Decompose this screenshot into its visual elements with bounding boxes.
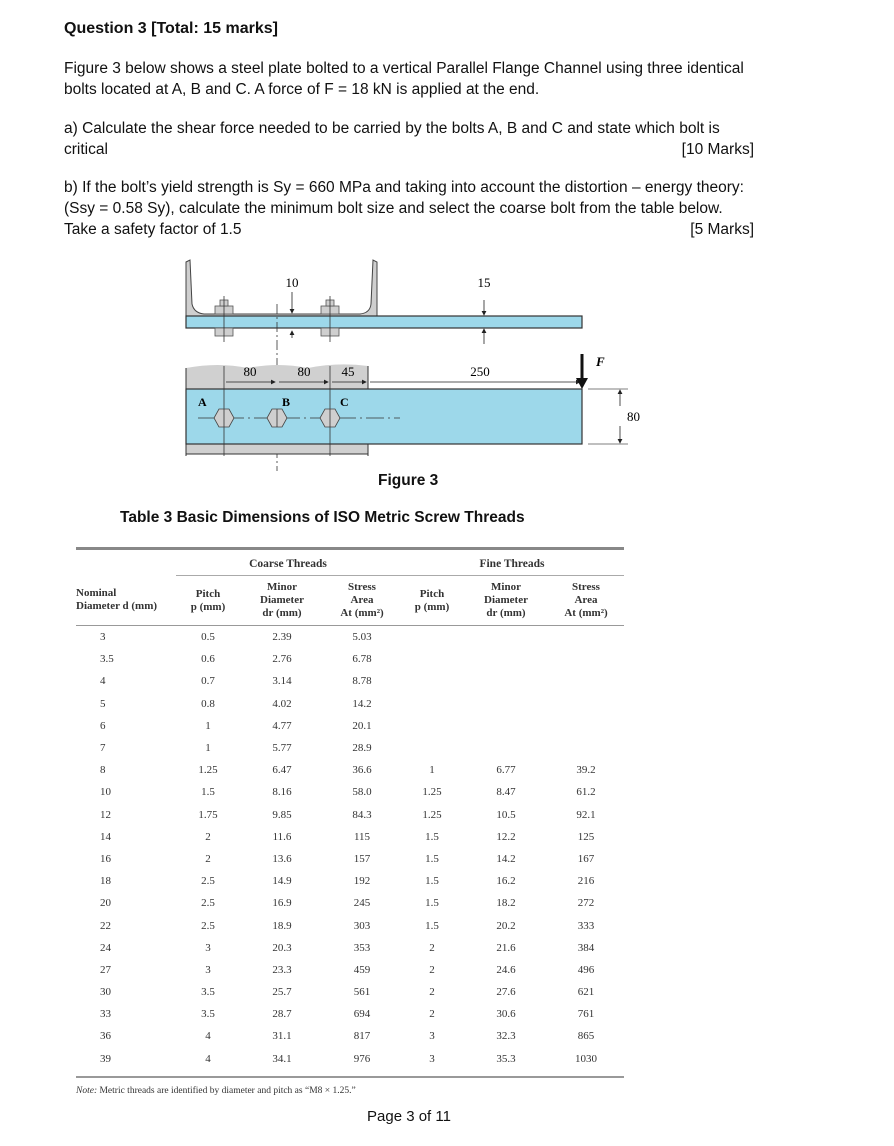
table-row bbox=[76, 804, 624, 826]
table-cell: 2 bbox=[429, 941, 435, 954]
table-cell: 20.1 bbox=[352, 719, 372, 732]
table-cell: 3.5 bbox=[201, 1008, 215, 1021]
table-cell: 27 bbox=[100, 963, 111, 976]
label-bolt-a: A bbox=[198, 395, 207, 409]
part-b bbox=[64, 177, 754, 240]
header-fine-stress: Stress Area At (mm²) bbox=[564, 581, 608, 619]
header-fine-pitch: Pitch p (mm) bbox=[414, 587, 450, 613]
figure-3-diagram bbox=[178, 256, 678, 471]
page-number: Page 3 of 11 bbox=[367, 1108, 451, 1125]
dim-edge-force: 250 bbox=[470, 364, 490, 379]
table-row bbox=[76, 648, 624, 670]
table-cell: 272 bbox=[577, 897, 595, 910]
table-body bbox=[76, 626, 624, 1070]
table-cell: 5 bbox=[100, 697, 106, 710]
label-force: F bbox=[596, 354, 605, 369]
table-cell: 4.02 bbox=[272, 697, 292, 710]
table-cell: 3.5 bbox=[201, 986, 215, 999]
header-coarse-pitch: Pitch p (mm) bbox=[190, 587, 226, 613]
table-cell: 1030 bbox=[575, 1052, 597, 1065]
table-cell: 2 bbox=[205, 852, 211, 865]
table-cell: 1.5 bbox=[425, 830, 439, 843]
table-cell: 1.5 bbox=[425, 919, 439, 932]
table-cell: 3 bbox=[205, 963, 211, 976]
table-cell: 20 bbox=[100, 897, 111, 910]
table-cell: 6.47 bbox=[272, 764, 292, 777]
table-cell: 18.2 bbox=[496, 897, 516, 910]
question-title: Question 3 [Total: 15 marks] bbox=[64, 20, 278, 37]
table-cell: 14.2 bbox=[352, 697, 372, 710]
table-cell bbox=[400, 648, 464, 670]
table-cell: 11.6 bbox=[272, 830, 292, 843]
table-cell: 561 bbox=[353, 986, 371, 999]
table-cell bbox=[400, 737, 464, 759]
table-cell bbox=[464, 715, 548, 737]
table-cell: 2.5 bbox=[201, 919, 215, 932]
thread-table bbox=[76, 547, 624, 1096]
table-cell: 167 bbox=[577, 852, 595, 865]
dim-c-edge: 45 bbox=[341, 364, 355, 379]
table-row bbox=[76, 781, 624, 803]
table-cell: 8.78 bbox=[352, 675, 372, 688]
table-cell: 61.2 bbox=[576, 786, 596, 799]
table-cell: 3 bbox=[429, 1030, 435, 1043]
table-cell: 2.5 bbox=[201, 875, 215, 888]
table-note: Note: Metric threads are identified by diameter and pitch as “M8 × 1.25.” bbox=[76, 1085, 356, 1096]
table-cell: 35.3 bbox=[496, 1052, 516, 1065]
part-a-text: a) Calculate the shear force needed to be carried by the bolts A, B and C and state which bolt is critical bbox=[64, 120, 720, 158]
table-cell: 16.2 bbox=[496, 875, 516, 888]
header-coarse-stress: Stress Area At (mm²) bbox=[340, 581, 384, 619]
table-cell: 3 bbox=[429, 1052, 435, 1065]
table-cell: 216 bbox=[577, 875, 595, 888]
table-cell: 27.6 bbox=[496, 986, 516, 999]
table-cell: 20.2 bbox=[496, 919, 516, 932]
table-cell: 245 bbox=[353, 897, 371, 910]
table-cell: 25.7 bbox=[272, 986, 292, 999]
table-row bbox=[76, 959, 624, 981]
table-cell: 3.14 bbox=[272, 675, 292, 688]
table-row bbox=[76, 1048, 624, 1070]
table-cell: 13.6 bbox=[272, 852, 292, 865]
table-cell: 6 bbox=[100, 719, 106, 732]
table-cell: 20.3 bbox=[272, 941, 292, 954]
table-cell: 621 bbox=[577, 986, 595, 999]
dim-b-c: 80 bbox=[297, 364, 311, 379]
table-cell: 5.03 bbox=[352, 631, 372, 644]
dim-channel-thickness: 10 bbox=[285, 275, 299, 290]
table-cell: 1.25 bbox=[198, 764, 218, 777]
table-cell: 8.16 bbox=[272, 786, 292, 799]
table-cell: 28.9 bbox=[352, 742, 372, 755]
table-cell: 4 bbox=[100, 675, 106, 688]
table-cell: 32.3 bbox=[496, 1030, 516, 1043]
table-cell bbox=[464, 693, 548, 715]
table-cell: 2 bbox=[205, 830, 211, 843]
table-cell: 18.9 bbox=[272, 919, 292, 932]
table-cell bbox=[548, 693, 624, 715]
plate-front-view bbox=[186, 389, 582, 444]
table-cell: 24.6 bbox=[496, 963, 516, 976]
table-row bbox=[76, 693, 624, 715]
table-cell: 28.7 bbox=[272, 1008, 292, 1021]
table-cell: 459 bbox=[353, 963, 371, 976]
table-cell: 33 bbox=[100, 1008, 111, 1021]
table-cell: 21.6 bbox=[496, 941, 516, 954]
table-cell: 58.0 bbox=[352, 786, 372, 799]
table-row bbox=[76, 981, 624, 1003]
table-cell bbox=[464, 737, 548, 759]
table-cell: 1.25 bbox=[422, 786, 442, 799]
table-cell: 2.5 bbox=[201, 897, 215, 910]
table-cell: 14.9 bbox=[272, 875, 292, 888]
header-fine-minor: Minor Diameter dr (mm) bbox=[484, 581, 528, 619]
label-bolt-b: B bbox=[282, 395, 291, 409]
dim-plate-height: 80 bbox=[627, 409, 640, 424]
table-cell: 3 bbox=[205, 941, 211, 954]
table-cell: 333 bbox=[577, 919, 595, 932]
table-cell: 18 bbox=[100, 875, 111, 888]
table-cell bbox=[464, 670, 548, 692]
table-cell: 865 bbox=[577, 1030, 595, 1043]
table-row bbox=[76, 937, 624, 959]
table-cell: 9.85 bbox=[272, 808, 292, 821]
table-cell: 7 bbox=[100, 742, 106, 755]
table-cell: 1 bbox=[429, 764, 435, 777]
table-cell: 4 bbox=[205, 1030, 211, 1043]
table-cell: 976 bbox=[353, 1052, 371, 1065]
table-cell: 14 bbox=[100, 830, 111, 843]
part-b-marks: [5 Marks] bbox=[690, 221, 754, 238]
table-cell bbox=[400, 626, 464, 648]
table-cell: 2 bbox=[429, 986, 435, 999]
table-row bbox=[76, 1003, 624, 1025]
table-row bbox=[76, 826, 624, 848]
table-cell: 23.3 bbox=[272, 963, 292, 976]
table-cell bbox=[548, 670, 624, 692]
group-fine-threads: Fine Threads bbox=[400, 550, 624, 576]
table-cell bbox=[548, 737, 624, 759]
table-cell: 115 bbox=[353, 830, 371, 843]
table-cell: 1.25 bbox=[422, 808, 442, 821]
table-row bbox=[76, 892, 624, 914]
table-title: Table 3 Basic Dimensions of ISO Metric Screw Threads bbox=[120, 509, 525, 526]
table-cell bbox=[548, 648, 624, 670]
table-cell: 817 bbox=[353, 1030, 371, 1043]
table-row bbox=[76, 870, 624, 892]
table-cell: 125 bbox=[577, 830, 595, 843]
table-cell: 12.2 bbox=[496, 830, 516, 843]
table-cell: 694 bbox=[353, 1008, 371, 1021]
table-cell: 2 bbox=[429, 1008, 435, 1021]
table-cell: 0.7 bbox=[201, 675, 215, 688]
table-cell: 24 bbox=[100, 941, 111, 954]
table-cell: 0.6 bbox=[201, 653, 215, 666]
table-row bbox=[76, 670, 624, 692]
table-row bbox=[76, 737, 624, 759]
table-cell bbox=[548, 626, 624, 648]
table-cell: 496 bbox=[577, 963, 595, 976]
table-cell: 30 bbox=[100, 986, 111, 999]
group-coarse-threads: Coarse Threads bbox=[176, 550, 400, 576]
question-intro: Figure 3 below shows a steel plate bolted to a vertical Parallel Flange Channel using three identical bolts located at A, B and C. A force of F = 18 kN is applied at the end. bbox=[64, 60, 744, 98]
header-nominal: Nominal Diameter d (mm) bbox=[76, 587, 158, 613]
table-cell: 1 bbox=[205, 742, 211, 755]
table-cell bbox=[548, 715, 624, 737]
table-cell bbox=[464, 648, 548, 670]
table-cell: 14.2 bbox=[496, 852, 516, 865]
part-b-text: b) If the bolt’s yield strength is Sy = 660 MPa and taking into account the distortion – energy theory: (Ssy = 0.58 Sy), calculate the minimum bolt size and select the coarse bolt from the table below. Take a safety factor of 1.5 bbox=[64, 179, 744, 238]
table-cell: 92.1 bbox=[576, 808, 596, 821]
table-cell: 2.39 bbox=[272, 631, 292, 644]
table-cell: 3.5 bbox=[100, 653, 114, 666]
table-cell: 30.6 bbox=[496, 1008, 516, 1021]
dim-a-b: 80 bbox=[243, 364, 257, 379]
table-cell: 0.8 bbox=[201, 697, 215, 710]
label-bolt-c: C bbox=[340, 395, 349, 409]
table-cell: 39.2 bbox=[576, 764, 596, 777]
table-cell: 2 bbox=[429, 963, 435, 976]
table-cell: 34.1 bbox=[272, 1052, 292, 1065]
table-cell: 2.76 bbox=[272, 653, 292, 666]
part-a bbox=[64, 118, 754, 160]
table-cell: 1 bbox=[205, 719, 211, 732]
force-arrow bbox=[576, 354, 588, 389]
table-cell: 0.5 bbox=[201, 631, 215, 644]
table-cell: 10.5 bbox=[496, 808, 516, 821]
table-cell: 1.75 bbox=[198, 808, 218, 821]
table-cell: 39 bbox=[100, 1052, 111, 1065]
table-row bbox=[76, 759, 624, 781]
dim-plate-thickness: 15 bbox=[477, 275, 491, 290]
table-row bbox=[76, 914, 624, 936]
table-cell: 31.1 bbox=[272, 1030, 292, 1043]
table-cell: 6.78 bbox=[352, 653, 372, 666]
table-cell: 1.5 bbox=[201, 786, 215, 799]
table-cell: 12 bbox=[100, 808, 111, 821]
table-cell: 1.5 bbox=[425, 897, 439, 910]
table-cell: 157 bbox=[353, 852, 371, 865]
table-cell: 384 bbox=[577, 941, 595, 954]
table-cell: 303 bbox=[353, 919, 371, 932]
table-cell: 22 bbox=[100, 919, 111, 932]
table-cell: 5.77 bbox=[272, 742, 292, 755]
plate-top-view bbox=[186, 316, 582, 328]
table-row bbox=[76, 626, 624, 648]
table-cell: 353 bbox=[353, 941, 371, 954]
table-cell: 4.77 bbox=[272, 719, 292, 732]
table-row bbox=[76, 1025, 624, 1047]
part-a-marks: [10 Marks] bbox=[681, 141, 754, 158]
table-row bbox=[76, 715, 624, 737]
table-cell: 10 bbox=[100, 786, 111, 799]
table-cell: 8.47 bbox=[496, 786, 516, 799]
table-cell: 6.77 bbox=[496, 764, 516, 777]
figure-caption: Figure 3 bbox=[378, 472, 439, 489]
table-cell: 16.9 bbox=[272, 897, 292, 910]
table-cell: 36 bbox=[100, 1030, 111, 1043]
table-cell bbox=[464, 626, 548, 648]
table-cell bbox=[400, 715, 464, 737]
table-cell: 761 bbox=[577, 1008, 595, 1021]
table-cell bbox=[400, 670, 464, 692]
table-cell: 16 bbox=[100, 852, 111, 865]
table-cell: 84.3 bbox=[352, 808, 372, 821]
table-cell: 3 bbox=[100, 631, 106, 644]
table-cell: 36.6 bbox=[352, 764, 372, 777]
table-cell: 192 bbox=[353, 875, 371, 888]
table-cell: 4 bbox=[205, 1052, 211, 1065]
table-cell: 1.5 bbox=[425, 852, 439, 865]
table-cell: 1.5 bbox=[425, 875, 439, 888]
header-coarse-minor: Minor Diameter dr (mm) bbox=[260, 581, 304, 619]
table-cell: 8 bbox=[100, 764, 106, 777]
table-row bbox=[76, 848, 624, 870]
table-cell bbox=[400, 693, 464, 715]
